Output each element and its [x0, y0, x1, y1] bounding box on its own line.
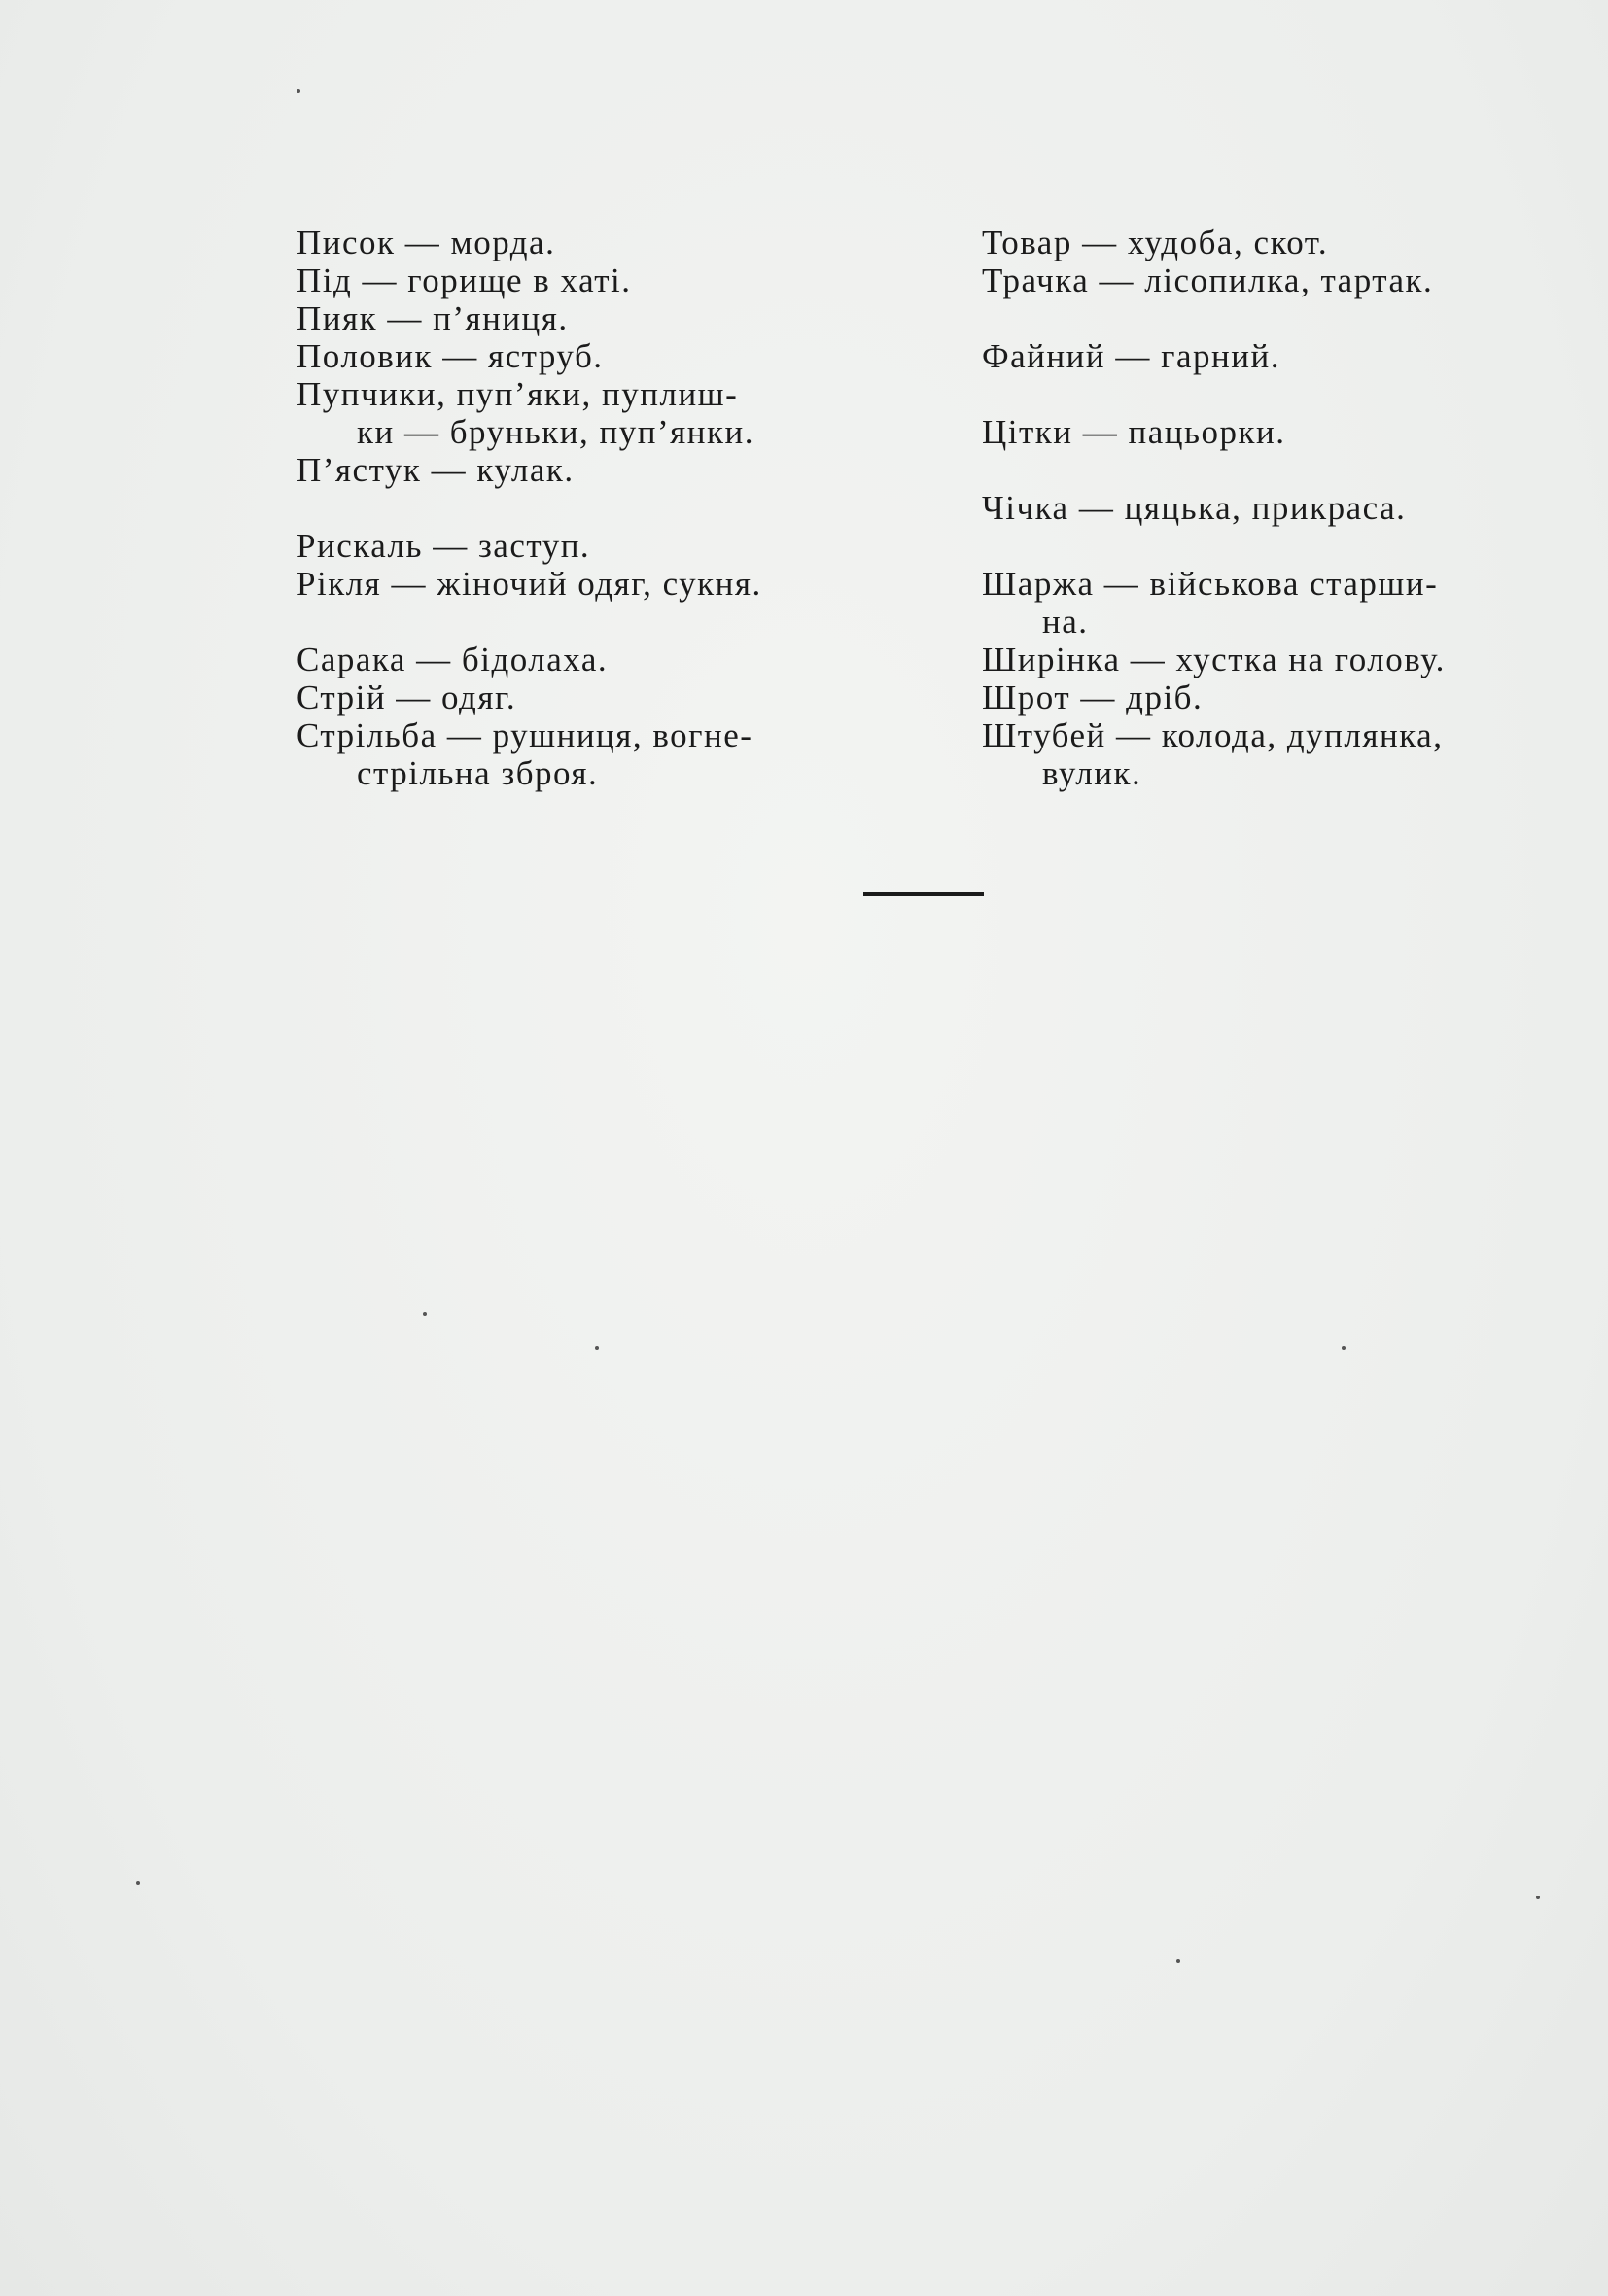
paper-speck	[1536, 1896, 1540, 1899]
entry-spacer	[297, 489, 870, 527]
glossary-entry-text: Половик — яструб.	[297, 337, 604, 375]
glossary-entry	[297, 299, 870, 337]
glossary-entry-text: Писок — морда.	[297, 224, 556, 261]
paper-speck	[423, 1312, 427, 1316]
glossary-entry	[297, 451, 870, 489]
glossary-entry-text: Стрільба — рушниця, вогне-	[297, 716, 753, 754]
glossary-entry	[982, 716, 1541, 792]
glossary-entry	[982, 413, 1541, 451]
glossary-entry-text: П’ястук — кулак.	[297, 451, 575, 489]
glossary-entry	[297, 527, 870, 565]
glossary-entry-text: Сарака — бідолаха.	[297, 641, 609, 678]
glossary-entry	[297, 375, 870, 451]
entry-spacer	[982, 375, 1541, 413]
glossary-entry-continuation: вулик.	[1042, 754, 1142, 792]
glossary-entry-text: Шаржа — військова старши-	[982, 565, 1439, 603]
glossary-entry	[982, 678, 1541, 716]
right-glossary-column	[982, 224, 1541, 792]
glossary-entry-continuation: ки — бруньки, пуп’янки.	[357, 413, 754, 451]
glossary-entry	[297, 337, 870, 375]
glossary-entry-text: Чічка — цяцька, прикраса.	[982, 489, 1407, 527]
entry-spacer	[982, 299, 1541, 337]
glossary-entry-text: Рікля — жіночий одяг, сукня.	[297, 565, 762, 603]
section-end-rule	[863, 892, 984, 896]
paper-speck	[595, 1346, 599, 1350]
glossary-entry-text: Під — горище в хаті.	[297, 261, 632, 299]
glossary-entry	[982, 489, 1541, 527]
glossary-entry	[982, 641, 1541, 678]
glossary-entry	[982, 337, 1541, 375]
entry-spacer	[297, 603, 870, 641]
entry-spacer	[982, 527, 1541, 565]
glossary-entry	[297, 678, 870, 716]
glossary-entry-text: Ширінка — хустка на голову.	[982, 641, 1446, 678]
paper-speck	[1342, 1346, 1346, 1350]
glossary-entry-text: Рискаль — заступ.	[297, 527, 591, 565]
glossary-entry-text: Товар — худоба, скот.	[982, 224, 1329, 261]
glossary-entry	[297, 261, 870, 299]
glossary-entry	[297, 716, 870, 792]
left-glossary-column	[297, 224, 870, 792]
glossary-entry	[297, 565, 870, 603]
paper-speck	[136, 1881, 140, 1885]
glossary-entry	[297, 641, 870, 678]
glossary-entry-text: Пупчики, пуп’яки, пуплиш-	[297, 375, 739, 413]
paper-speck	[1176, 1959, 1180, 1963]
glossary-entry	[982, 261, 1541, 299]
glossary-entry-continuation: стрільна зброя.	[357, 754, 599, 792]
glossary-entry-text: Файний — гарний.	[982, 337, 1280, 375]
glossary-entry-continuation: на.	[1042, 603, 1089, 641]
glossary-entry-text: Стрій — одяг.	[297, 678, 517, 716]
glossary-entry-text: Штубей — колода, дуплянка,	[982, 716, 1444, 754]
glossary-entry	[982, 565, 1541, 641]
glossary-entry-text: Трачка — лісопилка, тартак.	[982, 261, 1434, 299]
glossary-entry-text: Цітки — пацьорки.	[982, 413, 1286, 451]
glossary-entry-text: Шрот — дріб.	[982, 678, 1204, 716]
entry-spacer	[982, 451, 1541, 489]
glossary-entry	[297, 224, 870, 261]
glossary-entry	[982, 224, 1541, 261]
glossary-entry-text: Пияк — п’яниця.	[297, 299, 569, 337]
paper-speck	[297, 89, 300, 93]
